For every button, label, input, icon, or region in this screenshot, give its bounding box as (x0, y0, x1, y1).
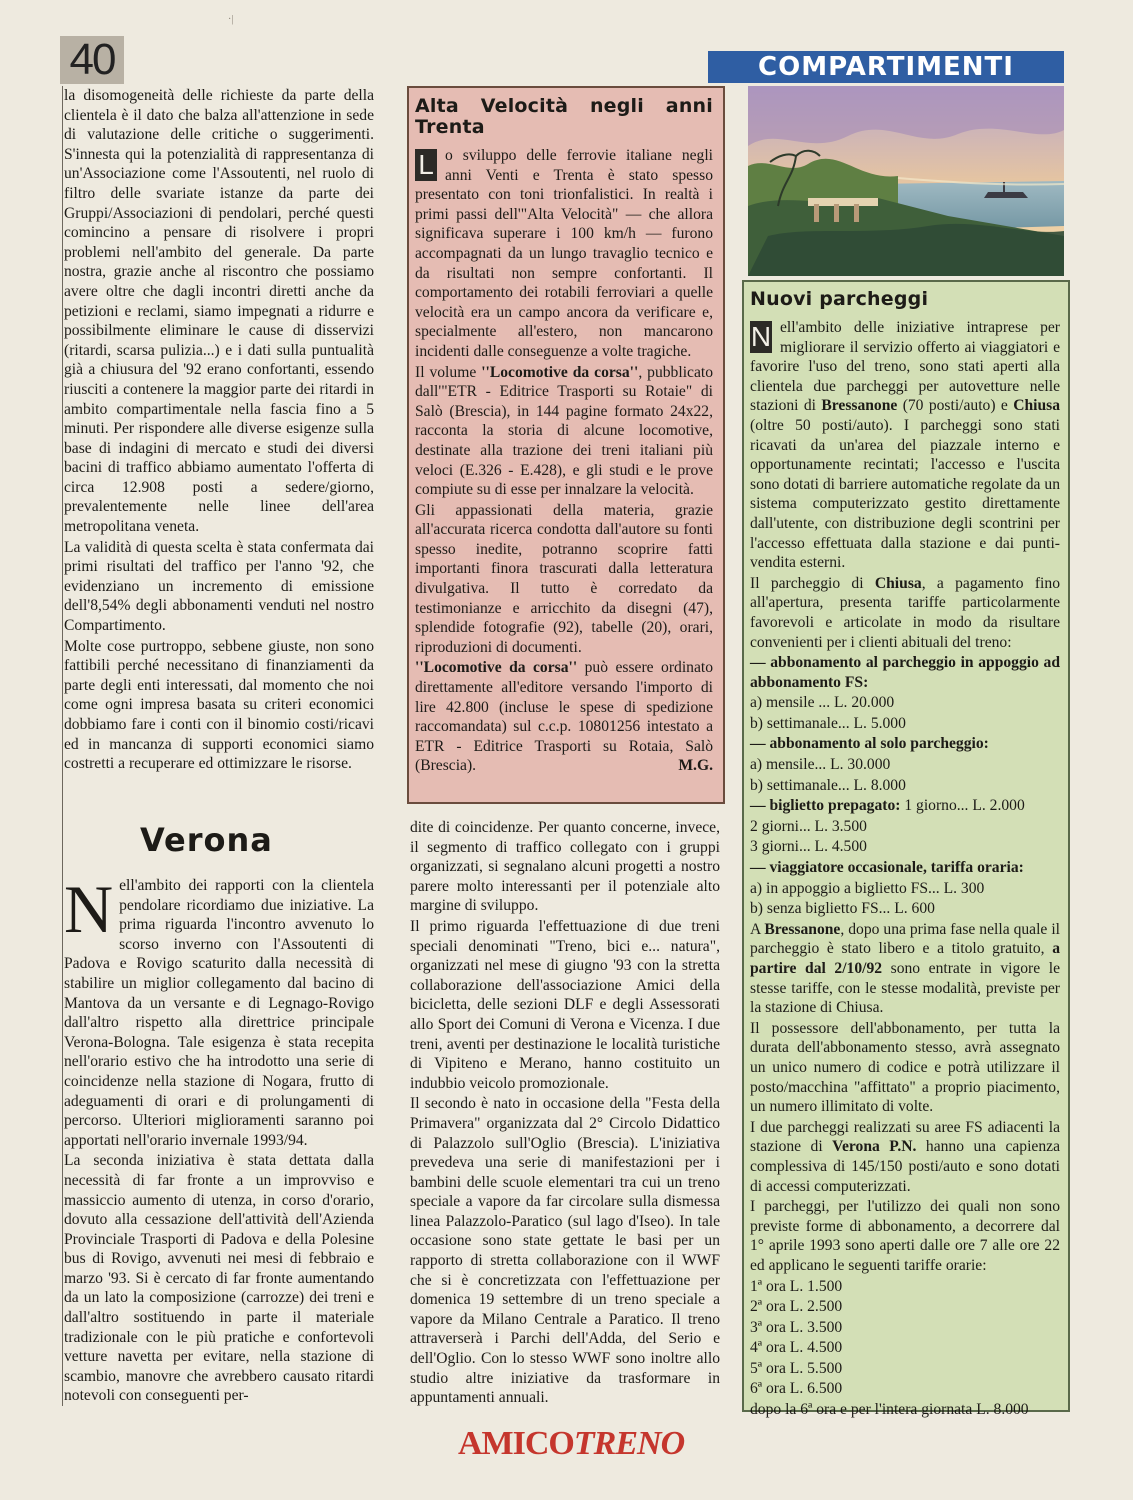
box-paragraph-1: N ell'ambito delle iniziative intraprese per migliorare il servizio offerto ai viaggiatori e favorire l'uso del treno, sono stati aperti alla clientela due parcheggi per autovetture nelle stazioni di Bressanone (70 posti/auto) e Chiusa (oltre 50 posti/auto). I parcheggi sono stati ricavati da un'area del piazzale interno e opportunamente recintati; l'accesso e l'uscita sono dotati di barriere automatiche regolate da un sistema computerizzato gestito direttamente dall'utente, con distribuzione degli scontrini per l'accesso effettuata dalla stazione e dai punti-vendita esterni. (750, 319, 1060, 572)
section-band: COMPARTIMENTI (708, 51, 1064, 83)
verona-paragraph-2: La seconda iniziativa è stata dettata dalla necessità di far fronte a un improvviso e massiccio aumento di utenza, in corso d'orario, dovuto alla cessazione dell'attività dell'Azienda Provinciale Trasporti di Padova e della Polesine bus di Rovigo, avvenuti nei mesi di febbraio e marzo '93. Si è cercato di far fronte aumentando da un lato la composizione (carrozze) dei treni e dall'altro sostituendo in parte il materiale tradizionale con le più pratiche e confortevoli vetture navetta per evitare, nella stazione di scambio, manovre che avrebbero causato ritardi notevoli con conseguenti per- (64, 1152, 374, 1405)
hourly-rate: 6ª ora L. 6.500 (750, 1380, 843, 1398)
box-paragraph-3: Gli appassionati della materia, grazie all'accurata ricerca condotta dall'autore su fonti spesso inedite, potranno scoprire fatti importanti finora trascurati dalla letteratura divulgativa. Il tutto è corredato da testimonianze e arricchito da disegni (47), splendide fotografie (92), tabelle (20), orari, riproduzioni di documenti. (415, 501, 713, 656)
left-paragraph-3: Molte cose purtroppo, sebbene giuste, non sono fattibili perché necessitano di finanziamenti da parte degli enti interessati, dal momento che noi come ogni impresa basata su criteri economici dobbiamo fare i conti con il binomio costi/ricavi ed in mancanza di supporti economici siamo costretti a recuperare ed ottimizzare le risorse. (64, 637, 374, 773)
box-title: Nuovi parcheggi (750, 288, 929, 310)
box-paragraph-2: Il volume ''Locomotive da corsa'', pubblicato dall'"ETR - Editrice Trasporti su Rotaie" di Salò (Brescia), in 144 pagine formato 24x22, racconta la storia di alcune locomotive, destinate alla trazione dei treni italiani più veloci (E.326 - E.428), e gli studi e le prove compiute su di esse per innalzare la velocità. (415, 363, 713, 499)
left-paragraph-2: La validità di questa scelta è stata confermata dai primi risultati del traffico per l'anno '92, che evidenziano un incremento di emissione dell'8,54% degli abbonamenti venduti nel nostro Compartimento. (64, 538, 374, 635)
signature: M.G. (678, 757, 713, 775)
left-paragraph-1: la disomogeneità delle richieste da parte della clientela è il dato che balza all'attenzione in sede di valutazione delle critiche o suggerimenti. S'innesta qui la potenzialità di rappresentanza di un'Associazione come l'Assoutenti, nel ruolo di filtro delle svariate istanze da parte dei Gruppi/Associazioni di pendolari, perché questi comincino a pensare di risolvere i propri problemi nell'ambito del generale. Da parte nostra, grazie anche al riscontro che possiamo avere oltre che dagli incontri diretti anche da petizioni e reclami, siamo impegnati a ridurre e possibilmente eliminare le cause di disservizi (ritardi, scarsa pulizia...) e i dati sulla puntualità già a chiusura del '92 erano confortanti, essendo riusciti a contenere la maggior parte dei ritardi in ambito compartimentale nella fascia fino a 5 minuti. Per rispondere alle diverse esigenze sulla base di indagini di mercato e studi dei diversi bacini di traffico abbiamo aumentato l'offerta di circa 12.908 posti a sedere/giorno, prevalentemente nelle linee dell'area metropolitana veneta. (64, 87, 374, 536)
drop-cap: L (415, 149, 437, 181)
alta-velocita-content (415, 96, 713, 777)
middle-paragraph-2: Il primo riguarda l'effettuazione di due treni speciali denominati "Treno, bici e... natura", organizzati nel mese di giugno '93 con la stretta collaborazione dell'associazione Amici della bicicletta, delle sezioni DLF e degli Assessorati allo Sport dei Comuni di Verona e Vicenza. I due treni, aventi per destinazione le località turistiche di Vipiteno e Merano, hanno costituito un indubbio veicolo promozionale. (410, 917, 720, 1092)
box-paragraph-5: I due parcheggi realizzati su aree FS adiacenti la stazione di Verona P.N. hanno una capienza complessiva di 145/150 posti/auto e sono dotati di accessi computerizzati. (750, 1118, 1060, 1195)
hourly-rate: 5ª ora L. 5.500 (750, 1359, 843, 1377)
nuovi-parcheggi-content (750, 289, 1060, 1421)
scan-artifact: ·| (228, 14, 234, 25)
tariff-line: a) mensile ... L. 20.000 (750, 694, 895, 712)
page-number: 40 (60, 36, 124, 84)
tariff-heading: — abbonamento al parcheggio in appoggio ad abbonamento FS: (750, 654, 1060, 691)
box-title: Alta Velocità negli anni Trenta (415, 95, 713, 138)
tariff-line: a) in appoggio a biglietto FS... L. 300 (750, 879, 985, 897)
tariff-heading: — viaggiatore occasionale, tariffa oraria: (750, 859, 1024, 877)
hourly-rate: 4ª ora L. 4.500 (750, 1339, 843, 1357)
hourly-rate: 1ª ora L. 1.500 (750, 1277, 843, 1295)
box-paragraph-4: Il possessore dell'abbonamento, per tutta la durata dell'abbonamento stesso, avrà assegnato un unico numero di codice e potrà utilizzare il posto/macchina "affittato" a proprio piacimento, un numero illimitato di volte. (750, 1019, 1060, 1116)
middle-paragraph-3: Il secondo è nato in occasione della "Festa della Primavera" organizzata dal 2° Circolo Didattico di Palazzolo sull'Oglio (Brescia). L'iniziativa prevedeva una serie di manifestazioni per i bambini delle scuole elementari tra cui un treno speciale a vapore da far circolare sulla dismessa linea Palazzolo-Paratico (sul lago d'Iseo). In tale occasione sono state gettate le basi per un rapporto di stretta collaborazione con il WWF che si è concretizzata con l'effettuazione per domenica 19 settembre di un treno speciale a vapore da Milano Centrale a Paratico. Il treno attraverserà i Parchi dell'Adda, del Serio e dell'Oglio. Con lo stesso WWF sono inoltre allo studio altre iniziative da trasformare in appuntamenti annuali. (410, 1095, 720, 1407)
tariff-line: 2 giorni... L. 3.500 (750, 817, 867, 835)
drop-cap: N (750, 321, 772, 352)
daily-rate: dopo la 6ª ora e per l'intera giornata L. 8.000 (750, 1401, 1029, 1419)
tariff-line: b) settimanale... L. 8.000 (750, 776, 906, 794)
tariff-heading: — abbonamento al solo parcheggio: (750, 735, 989, 753)
box-paragraph-6: I parcheggi, per l'utilizzo dei quali non sono previste forme di abbonamento, a decorrere dal 1° aprile 1993 sono aperti dalle ore 7 alle ore 22 ed applicano le seguenti tariffe orarie: (750, 1198, 1060, 1274)
verona-paragraph-1: Nell'ambito dei rapporti con la clientela pendolare ricordiamo due iniziative. La prima riguarda l'incontro avvenuto lo scorso inverno con l'Assoutenti di Padova e Rovigo scaturito dalla necessità di stabilire un miglior collegamento dal bacino di Mantova da un versante e di Legnago-Rovigo dall'altro rispetto alla direttrice principale Verona-Bologna. Tale esigenza è stata recepita nell'orario estivo che ha introdotto una serie di coincidenze nella stazione di Nogara, frutto di adeguamenti di orari e di prolungamenti di percorso. Ulteriori miglioramenti saranno poi apportati nell'orario invernale 1993/94. (64, 871, 374, 1149)
box-paragraph-3: A Bressanone, dopo una prima fase nella quale il parcheggio è stato libero e a titolo gratuito, a partire dal 2/10/92 sono entrate in vigore le stesse tariffe, con le stesse modalità, previste per la stazione di Chiusa. (750, 920, 1060, 1017)
seaside-painting (748, 86, 1064, 276)
verona-heading: Verona (140, 821, 273, 859)
tariff-line: b) senza biglietto FS... L. 600 (750, 900, 935, 918)
book-title: ''Locomotive da corsa'' (481, 363, 639, 381)
verona-column (64, 871, 374, 1407)
hourly-rate: 2ª ora L. 2.500 (750, 1298, 843, 1316)
drop-cap: N (64, 871, 114, 947)
tariff-line: 3 giorni... L. 4.500 (750, 838, 867, 856)
box-paragraph-2: Il parcheggio di Chiusa, a pagamento fino all'apertura, presenta tariffe particolarmente favorevoli e articolate in modo da risultare convenienti per i clienti abituali del treno: (750, 574, 1060, 651)
tariff-line: a) mensile... L. 30.000 (750, 756, 891, 774)
box-paragraph-4: ''Locomotive da corsa'' può essere ordinato direttamente all'editore versando l'importo di lire 42.800 (incluse le spese di spedizione raccomandata) sul c.c.p. 10801256 intestato a ETR - Editrice Trasporti su Rotaia, Salò (Brescia). M.G. (415, 659, 713, 775)
tariff-line: b) settimanale... L. 5.000 (750, 714, 906, 732)
hourly-rate: 3ª ora L. 3.500 (750, 1318, 843, 1336)
middle-column (410, 818, 720, 1409)
book-title: ''Locomotive da corsa'' (415, 659, 578, 677)
magazine-logo: AMICOTRENO (458, 1425, 685, 1462)
box-paragraph-1: L o sviluppo delle ferrovie italiane negli anni Venti e Trenta è stato spesso presentato con toni trionfalistici. In realtà i primi passi dell'"Alta Velocità" — che allora significava superare i 100 km/h — furono accompagnati da un lungo travaglio tecnico e da risultati non sempre confortanti. Il comportamento dei rotabili ferroviari a quelle velocità era un campo ancora da verificare e, specialmente all'estero, non mancarono incidenti dalle conseguenze a volte tragiche. (415, 147, 713, 360)
left-column (64, 86, 374, 775)
middle-paragraph-1: dite di coincidenze. Per quanto concerne, invece, il segmento di traffico collegato con i gruppi organizzati, si segnalano alcuni progetti a nostro parere molto interessanti per il potenziale alto margine di sviluppo. (410, 819, 720, 915)
column-rule (62, 86, 63, 1406)
tariff-heading: — biglietto prepagato: 1 giorno... L. 2.000 (750, 797, 1025, 815)
